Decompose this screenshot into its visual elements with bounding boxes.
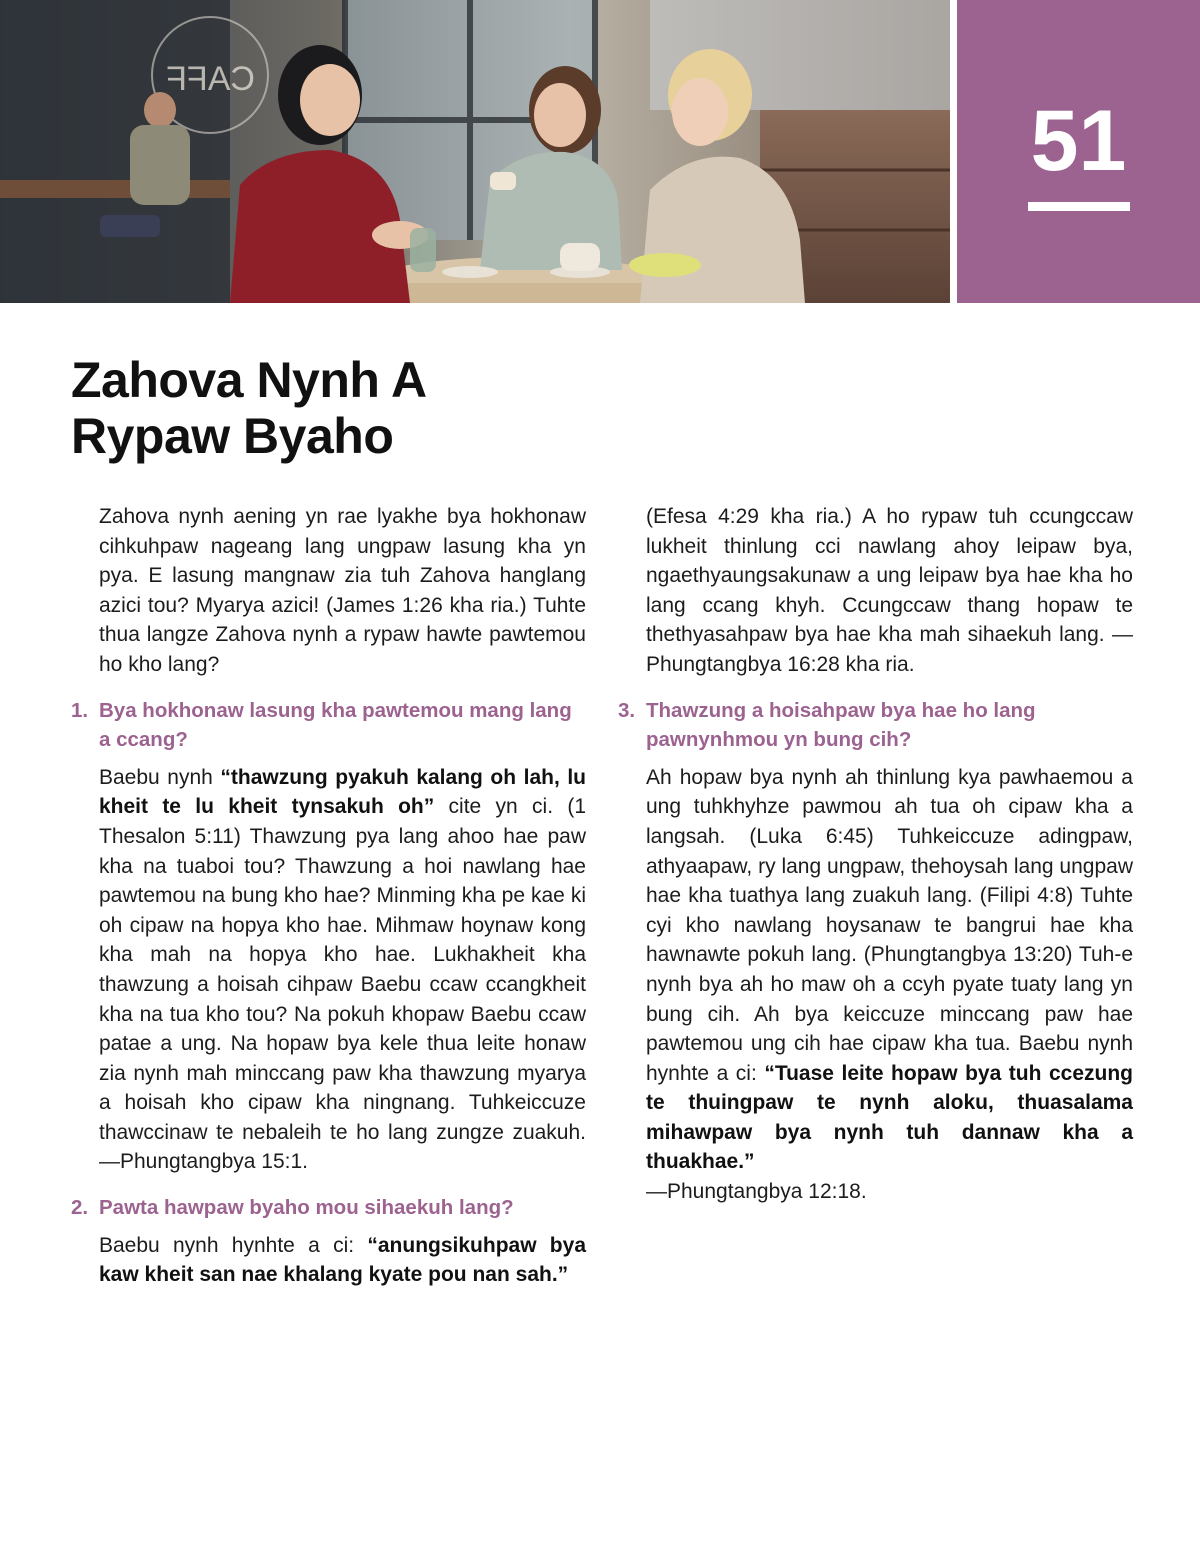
question-3 — [618, 696, 1133, 755]
answer-1-paragraph — [99, 763, 586, 1177]
intro-paragraph: Zahova nynh aening yn rae lyakhe bya hokhonaw cihkuhpaw nageang lang ungpaw lasung kha yn pya. E lasung mangnaw zia tuh Zahova hanglang azici tou? Myarya azici! (James 1:26 kha ria.) Tuhte thua langze Zahova nynh a rypaw hawte pawtemou ho kho lang? — [99, 505, 586, 676]
answer-1-body: cite yn ci. (1 Thesalon 5:11) Thawzung pya lang ahoo hae paw kha na tuaboi tou? Thawzung a hoi nawlang hae pawtemou na bung kho hae? Minming kha pe kae ki oh cipaw na hopya kho hae. Mihmaw hoynaw kong kha mah na hopya kho hae. Lukhakheit kha thawzung a hoisah cihpaw Baebu ccaw ccangkheit kha na tua kho tou? Na pokuh khopaw Baebu ccaw patae a ung. Na hopaw bya kele thua leite honaw zia nynh mah minccang paw kha thawzung myarya a hoisah kho cipaw kha ningnang. Tuhkeiccuze thawccinaw te nebaleih te ho lang zungze zuakuh.—Phungtangbya 15:1. — [99, 795, 587, 1174]
lesson-number-badge — [957, 0, 1200, 303]
answer-2-scripture-quote: “anungsikuhpaw bya kaw kheit san nae khalang kyate pou nan sah.” — [99, 1233, 586, 1287]
lesson-number-underline — [1028, 202, 1130, 211]
question-2 — [71, 1193, 586, 1223]
right-column — [618, 502, 1133, 1215]
question-1-number: 1. — [71, 698, 89, 722]
question-1-text: Bya hokhonaw lasung kha pawtemou mang lang a ccang? — [99, 698, 572, 752]
answer-1-scripture-quote: “thawzung pyakuh kalang oh lah, lu kheit te lu kheit tynsakuh oh” — [99, 765, 586, 819]
answer-3-lead: Ah hopaw bya nynh ah thinlung kya pawhaemou a ung tuhkhyhze pawmou ah tua oh cipaw kha a langsah. (Luka 6:45) Tuhkeiccuze adingpaw, athyaapaw, ry lang ungpaw, thehoysah lang ungpaw hae kha tuathya lang zuakuh lang. (Filipi 4:8) Tuhte cyi kho nawlang hoysanaw te bangrui hae kha hawnawte pokuh lang. (Phungtangbya 13:20) Tuh-e nynh bya ah ho maw oh a ccyh pyate tuaty lang yn bung cih. Ah bya keiccuze minccang paw hae pawtemou ung cih hae cipaw kha tua. Baebu nynh hynhte a ci: — [646, 765, 1133, 1085]
answer-2-lead: Baebu nynh hynhte a ci: — [99, 1233, 368, 1257]
answer-2-paragraph — [99, 1231, 586, 1290]
cafe-scene-illustration — [0, 0, 950, 303]
answer-3-reference: —Phungtangbya 12:18. — [646, 1180, 867, 1204]
cafe-sign-text: CAFF — [166, 60, 255, 98]
left-column — [71, 502, 586, 1298]
question-2-number: 2. — [71, 1196, 89, 1220]
title-line-2: Rypaw Byaho — [71, 408, 394, 464]
page-title — [71, 352, 771, 464]
answer-2-continued: (Efesa 4:29 kha ria.) A ho rypaw tuh ccungccaw lukheit thinlung cci nawlang ahoy leipaw bya, ngaethyaungsakunaw a ung leipaw bya hae kha ho lang ccang khyh. Ccungccaw thang hopaw te thethyasahpaw bya hae kha mah sihaekuh lang. —Phungtangbya 16:28 kha ria. — [646, 505, 1133, 676]
question-1 — [71, 696, 586, 755]
answer-3-paragraph — [646, 763, 1133, 1207]
question-3-number: 3. — [618, 698, 636, 722]
answer-3-scripture-quote: “Tuase leite hopaw bya tuh ccezung te thuingpaw te nynh aloku, thuasalama mihawpaw bya nynh tuh dannaw kha a thuakhae.” — [646, 1061, 1133, 1174]
question-3-text: Thawzung a hoisahpaw bya hae ho lang pawnynhmou yn bung cih? — [646, 698, 1036, 752]
hero-image — [0, 0, 950, 303]
lesson-number: 51 — [1030, 93, 1127, 189]
answer-1-lead: Baebu nynh — [99, 765, 221, 789]
question-2-text: Pawta hawpaw byaho mou sihaekuh lang? — [99, 1196, 514, 1220]
title-line-1: Zahova Nynh A — [71, 352, 427, 408]
